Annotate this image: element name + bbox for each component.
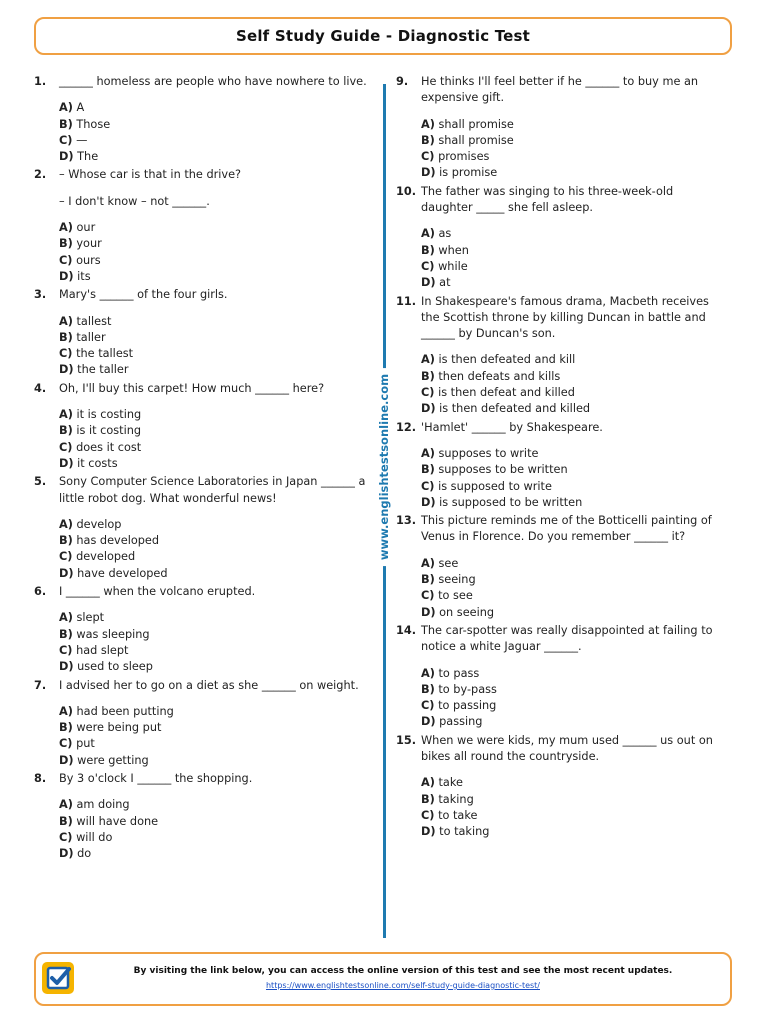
answer-option — [421, 824, 726, 840]
answer-option — [421, 495, 726, 511]
option-text: — — [76, 133, 88, 147]
answer-option — [59, 117, 374, 133]
option-letter: A) — [421, 353, 435, 367]
option-text: ours — [76, 253, 101, 267]
option-letter: D) — [59, 456, 74, 470]
answer-option — [421, 275, 726, 291]
answer-option — [59, 797, 374, 813]
option-letter: A) — [59, 314, 73, 328]
question-text: By 3 o'clock I ______ the shopping. — [59, 771, 253, 785]
answer-option — [421, 698, 726, 714]
answer-options — [396, 117, 726, 182]
answer-option — [59, 236, 374, 252]
option-letter: C) — [59, 440, 73, 454]
question-text: Oh, I'll buy this carpet! How much ______ here? — [59, 381, 325, 395]
option-text: is then defeated and killed — [439, 402, 591, 416]
option-letter: D) — [421, 166, 436, 180]
answer-option — [59, 362, 374, 378]
option-text: when — [438, 243, 469, 257]
option-text: passing — [439, 715, 483, 729]
site-watermark-link: www.englishtestsonline.com — [377, 368, 391, 566]
question-number: 12. — [396, 420, 417, 434]
option-text: the taller — [77, 363, 129, 377]
option-text: will have done — [76, 814, 159, 828]
questions-left-column — [34, 74, 374, 864]
answer-option — [421, 808, 726, 824]
question-number: 2. — [34, 168, 47, 182]
option-letter: C) — [421, 259, 435, 273]
question-number: 7. — [34, 678, 47, 692]
option-text: were getting — [77, 753, 149, 767]
answer-option — [59, 149, 374, 165]
option-letter: C) — [59, 253, 73, 267]
question-item — [34, 771, 374, 862]
option-text: taking — [438, 792, 474, 806]
option-letter: A) — [59, 101, 73, 115]
answer-option — [59, 269, 374, 285]
option-letter: C) — [59, 133, 73, 147]
question-item — [34, 474, 374, 582]
question-number: 13. — [396, 514, 417, 528]
footer-link[interactable]: https://www.englishtestsonline.com/self-study-guide-diagnostic-test/ — [265, 981, 540, 990]
option-text: slept — [76, 611, 105, 625]
option-text: put — [76, 737, 95, 751]
option-letter: B) — [421, 369, 435, 383]
option-text: does it cost — [76, 440, 142, 454]
answer-options — [396, 446, 726, 511]
option-text: is promise — [439, 166, 498, 180]
option-letter: C) — [59, 643, 73, 657]
question-item — [34, 287, 374, 378]
option-letter: B) — [59, 117, 73, 131]
option-text: take — [438, 776, 463, 790]
answer-options — [34, 314, 374, 379]
option-text: is then defeated and kill — [438, 353, 576, 367]
question-number: 1. — [34, 75, 47, 88]
answer-options — [396, 352, 726, 417]
option-text: am doing — [76, 798, 130, 812]
answer-options — [34, 407, 374, 472]
option-letter: D) — [421, 605, 436, 619]
option-text: supposes to be written — [438, 463, 568, 477]
answer-options — [396, 556, 726, 621]
question-item — [396, 184, 726, 292]
option-letter: C) — [421, 150, 435, 164]
option-letter: D) — [421, 495, 436, 509]
option-text: while — [438, 259, 468, 273]
question-item — [396, 74, 726, 182]
question-item — [34, 584, 374, 675]
question-text: 'Hamlet' ______ by Shakespeare. — [421, 420, 603, 434]
option-letter: B) — [59, 237, 73, 251]
answer-option — [59, 753, 374, 769]
answer-option — [421, 352, 726, 368]
answer-option — [59, 517, 374, 533]
option-letter: B) — [59, 814, 73, 828]
option-letter: A) — [421, 556, 435, 570]
answer-option — [421, 243, 726, 259]
answer-option — [421, 385, 726, 401]
option-letter: D) — [421, 715, 436, 729]
option-letter: A) — [421, 446, 435, 460]
answer-option — [59, 253, 374, 269]
question-number: 11. — [396, 294, 417, 308]
option-letter: D) — [59, 363, 74, 377]
question-text: The car-spotter was really disappointed at failing to notice a white Jaguar ______. — [421, 623, 713, 654]
answer-options — [34, 704, 374, 769]
option-text: your — [76, 237, 102, 251]
answer-option — [59, 704, 374, 720]
option-letter: B) — [421, 243, 435, 257]
answer-options — [396, 226, 726, 291]
answer-option — [59, 346, 374, 362]
answer-option — [421, 682, 726, 698]
option-text: then defeats and kills — [438, 369, 561, 383]
answer-option — [59, 423, 374, 439]
question-text: ______ homeless are people who have nowhere to live. — [59, 75, 367, 88]
answer-option — [421, 556, 726, 572]
question-item — [396, 420, 726, 511]
option-text: shall promise — [438, 133, 514, 147]
option-letter: A) — [421, 666, 435, 680]
answer-option — [59, 566, 374, 582]
answer-option — [421, 133, 726, 149]
answer-option — [421, 775, 726, 791]
answer-options — [34, 517, 374, 582]
question-text: He thinks I'll feel better if he ______ to buy me an expensive gift. — [421, 75, 699, 105]
option-letter: A) — [59, 221, 73, 235]
question-item — [34, 74, 374, 165]
answer-option — [59, 643, 374, 659]
option-letter: C) — [59, 550, 73, 564]
option-letter: A) — [59, 408, 73, 422]
question-text: – I don't know – not ______. — [59, 194, 210, 208]
answer-options — [34, 220, 374, 285]
answer-option — [59, 610, 374, 626]
option-text: A — [76, 101, 85, 115]
option-text: tallest — [76, 314, 112, 328]
answer-options — [34, 797, 374, 862]
answer-option — [59, 220, 374, 236]
answer-option — [421, 259, 726, 275]
option-text: shall promise — [438, 117, 514, 131]
question-number: 14. — [396, 623, 417, 637]
option-text: as — [438, 227, 452, 241]
footer-box — [34, 952, 732, 1006]
question-text: I advised her to go on a diet as she ______ on weight. — [59, 678, 359, 692]
option-letter: D) — [59, 847, 74, 861]
answer-option — [421, 149, 726, 165]
option-letter: A) — [59, 517, 73, 531]
option-letter: A) — [59, 798, 73, 812]
answer-option — [421, 446, 726, 462]
option-letter: D) — [421, 276, 436, 290]
option-text: its — [77, 269, 91, 283]
title-box — [34, 17, 732, 55]
option-text: supposes to write — [438, 446, 539, 460]
answer-option — [421, 666, 726, 682]
option-letter: B) — [421, 133, 435, 147]
option-letter: C) — [59, 737, 73, 751]
option-text: to by-pass — [438, 682, 497, 696]
answer-option — [421, 462, 726, 478]
option-letter: C) — [421, 699, 435, 713]
option-text: have developed — [77, 566, 168, 580]
answer-option — [421, 605, 726, 621]
option-letter: B) — [59, 534, 73, 548]
option-text: to taking — [439, 825, 490, 839]
answer-option — [59, 846, 374, 862]
answer-option — [421, 165, 726, 181]
question-text: Mary's ______ of the four girls. — [59, 288, 228, 302]
option-letter: A) — [59, 611, 73, 625]
option-letter: D) — [59, 269, 74, 283]
option-text: used to sleep — [77, 660, 153, 674]
answer-option — [59, 549, 374, 565]
question-number: 8. — [34, 771, 47, 785]
questions-right-column — [396, 74, 726, 842]
option-text: has developed — [76, 534, 160, 548]
question-item — [396, 733, 726, 841]
option-letter: D) — [59, 753, 74, 767]
option-text: is then defeat and killed — [438, 386, 575, 400]
option-text: to passing — [438, 699, 497, 713]
question-number: 4. — [34, 381, 47, 395]
answer-options — [396, 775, 726, 840]
answer-option — [59, 407, 374, 423]
option-text: to pass — [438, 666, 480, 680]
answer-option — [421, 401, 726, 417]
question-item — [396, 294, 726, 418]
option-text: is supposed to be written — [439, 495, 583, 509]
option-text: it costs — [77, 456, 118, 470]
option-text: developed — [76, 550, 136, 564]
answer-option — [421, 792, 726, 808]
footer-text: By visiting the link below, you can access the online version of this test and see the most recent updates. — [133, 966, 673, 976]
option-letter: A) — [421, 776, 435, 790]
option-letter: B) — [421, 573, 435, 587]
option-text: promises — [438, 150, 490, 164]
option-text: to see — [438, 589, 473, 603]
option-letter: A) — [421, 117, 435, 131]
option-text: was sleeping — [76, 627, 150, 641]
answer-options — [396, 666, 726, 731]
question-number: 6. — [34, 585, 47, 599]
option-letter: C) — [59, 830, 73, 844]
option-letter: B) — [421, 792, 435, 806]
option-text: our — [76, 221, 96, 235]
option-letter: C) — [59, 347, 73, 361]
question-number: 9. — [396, 75, 409, 88]
option-letter: B) — [421, 463, 435, 477]
answer-option — [59, 314, 374, 330]
answer-option — [59, 627, 374, 643]
answer-option — [59, 736, 374, 752]
question-item — [396, 513, 726, 621]
option-letter: B) — [59, 330, 73, 344]
answer-option — [59, 814, 374, 830]
question-text: When we were kids, my mum used ______ us out on bikes all round the countryside. — [421, 733, 713, 763]
option-text: it is costing — [76, 408, 142, 422]
option-letter: C) — [421, 589, 435, 603]
question-item — [396, 623, 726, 731]
option-letter: A) — [59, 704, 73, 718]
option-text: will do — [76, 830, 113, 844]
option-text: had been putting — [76, 704, 174, 718]
option-letter: D) — [59, 566, 74, 580]
answer-option — [59, 659, 374, 675]
option-text: see — [438, 556, 459, 570]
option-text: on seeing — [439, 605, 495, 619]
answer-options — [34, 610, 374, 675]
question-text: I ______ when the volcano erupted. — [59, 585, 256, 599]
option-letter: A) — [421, 227, 435, 241]
option-letter: D) — [421, 825, 436, 839]
option-text: is it costing — [76, 424, 142, 438]
option-letter: B) — [59, 627, 73, 641]
option-letter: D) — [59, 660, 74, 674]
answer-option — [421, 714, 726, 730]
question-indent — [34, 194, 59, 210]
answer-option — [421, 572, 726, 588]
answer-options — [34, 100, 374, 165]
answer-option — [59, 830, 374, 846]
page-title: Self Study Guide - Diagnostic Test — [235, 27, 531, 45]
option-letter: D) — [59, 150, 74, 164]
answer-option — [59, 456, 374, 472]
answer-option — [421, 226, 726, 242]
question-number: 10. — [396, 184, 417, 198]
option-letter: C) — [421, 808, 435, 822]
question-item — [34, 167, 374, 285]
option-letter: D) — [421, 402, 436, 416]
option-letter: B) — [59, 424, 73, 438]
question-text: In Shakespeare's famous drama, Macbeth receives the Scottish throne by killing Duncan in battle and ______ by Duncan's son. — [421, 294, 709, 341]
option-letter: C) — [421, 386, 435, 400]
answer-option — [59, 100, 374, 116]
checkbox-check-icon — [42, 962, 74, 994]
option-text: do — [77, 847, 92, 861]
option-text: Those — [76, 117, 111, 131]
answer-option — [59, 533, 374, 549]
question-number: 3. — [34, 288, 47, 302]
option-text: to take — [438, 808, 478, 822]
question-item — [34, 678, 374, 769]
option-text: had slept — [76, 643, 129, 657]
answer-option — [59, 133, 374, 149]
option-text: taller — [76, 330, 106, 344]
answer-option — [59, 330, 374, 346]
option-text: is supposed to write — [438, 479, 552, 493]
question-item — [34, 381, 374, 472]
option-text: The — [77, 150, 99, 164]
option-text: the tallest — [76, 347, 134, 361]
option-letter: B) — [421, 682, 435, 696]
answer-option — [421, 588, 726, 604]
question-text: The father was singing to his three-week-old daughter _____ she fell asleep. — [421, 184, 674, 215]
option-text: at — [439, 276, 451, 290]
answer-option — [59, 440, 374, 456]
option-letter: B) — [59, 721, 73, 735]
option-text: seeing — [438, 573, 476, 587]
option-letter: C) — [421, 479, 435, 493]
option-text: were being put — [76, 721, 162, 735]
question-number: 15. — [396, 733, 417, 747]
option-text: develop — [76, 517, 122, 531]
question-text: – Whose car is that in the drive? — [59, 168, 242, 182]
question-number: 5. — [34, 475, 47, 489]
answer-option — [59, 720, 374, 736]
question-text: This picture reminds me of the Botticelli painting of Venus in Florence. Do you remember ______ it? — [421, 514, 712, 544]
question-text: Sony Computer Science Laboratories in Japan ______ a little robot dog. What wonderful news! — [59, 475, 366, 505]
answer-option — [421, 479, 726, 495]
answer-option — [421, 369, 726, 385]
answer-option — [421, 117, 726, 133]
